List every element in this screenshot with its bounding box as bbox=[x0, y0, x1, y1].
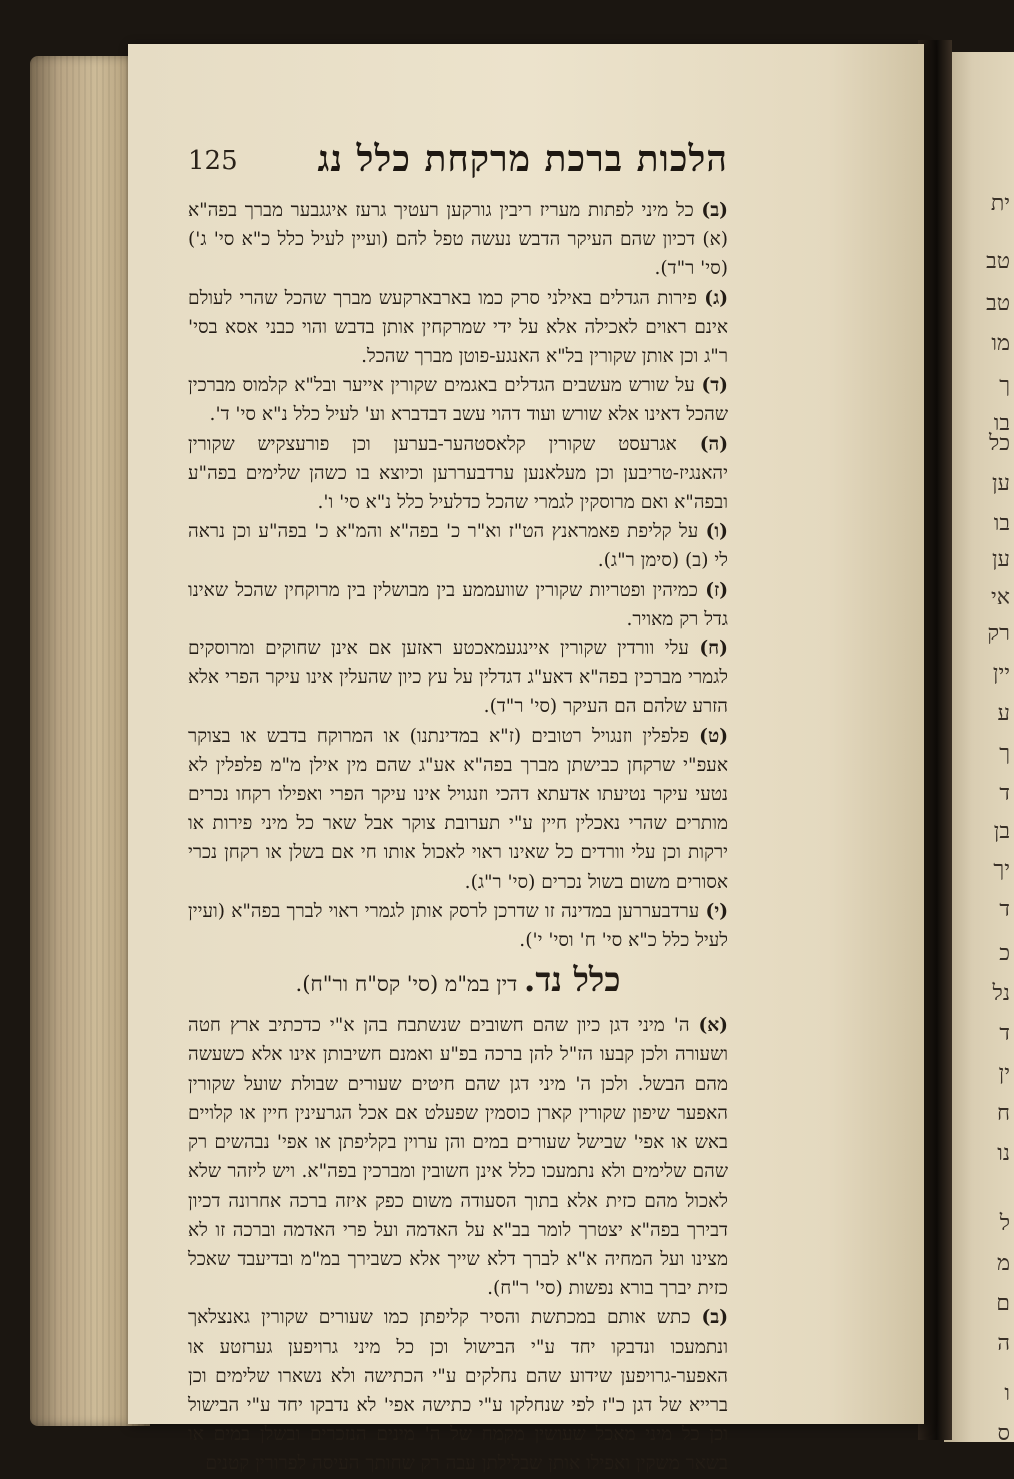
paragraph-marker: (ט) bbox=[699, 725, 728, 747]
paragraph-marker: (ד) bbox=[701, 375, 728, 397]
facing-page-fragment: טב bbox=[986, 249, 1010, 274]
paragraph bbox=[188, 517, 728, 575]
running-title: הלכות ברכת מרקחת כלל נג bbox=[317, 138, 728, 180]
facing-page-fragment: ד bbox=[999, 897, 1010, 922]
paragraph bbox=[188, 722, 728, 897]
facing-page-fragment: יך bbox=[993, 857, 1010, 882]
facing-page-fragment: מו bbox=[991, 331, 1010, 356]
facing-page-fragment: מ bbox=[996, 1251, 1010, 1276]
paragraph-marker: (ח) bbox=[699, 638, 728, 660]
paragraph-text: כל מיני לפתות מעריז ריבין גורקען רעטיך גרעז איגגבער מברך בפה"א (א) דכיון שהם העיקר הדבש נעשה טפל להם (ועיין לעיל כלל כ"א סי' ג') (סי' ר"ד). bbox=[188, 200, 728, 280]
paragraph-marker: (ו) bbox=[705, 521, 728, 543]
page-number: 125 bbox=[188, 146, 238, 176]
facing-page-fragment: ח bbox=[996, 1101, 1010, 1126]
facing-page-edge bbox=[944, 52, 1014, 1446]
facing-page-fragment: ל bbox=[999, 1211, 1010, 1236]
facing-page-fragment: ך bbox=[999, 373, 1010, 398]
paragraph-marker: (א) bbox=[698, 1015, 728, 1037]
facing-page-fragment: טב bbox=[986, 291, 1010, 316]
facing-page-fragment: ס bbox=[997, 1421, 1010, 1446]
facing-page-fragment: ם bbox=[996, 1291, 1010, 1316]
facing-page-fragment: ך bbox=[999, 741, 1010, 766]
paragraph-marker: (ב) bbox=[701, 200, 728, 221]
paragraph bbox=[188, 897, 728, 955]
paragraph bbox=[188, 1011, 728, 1303]
facing-page-fragment: ית bbox=[990, 191, 1010, 216]
paragraph-text: פלפלין וזנגויל רטובים (ז"א במדינתנו) או המרוקח בדבש או בצוקר אעפ"י שרקחן כבישתן מברך בפה"א אע"ג שהם מין אילן מ"מ פלפלין לא נטעי עיקר נטיעתו אדעתא דהכי וזנגויל אינו עיקר הפרי ואפילו רקחו נכרים מותרים שהרי נאכלין חיין ע"י תערובת צוקר אבל שאר כל מיני פירות או ירקות וכן עלי וורדים כל שאינו ראוי לאכול אותו חי אם בשלן או רקחן נכרי אסורים משום בשול נכרים (סי' ר"ג). bbox=[188, 725, 728, 893]
facing-page-fragment: ין bbox=[998, 1061, 1010, 1086]
page-header bbox=[188, 138, 728, 188]
facing-page-fragment: רק bbox=[987, 621, 1010, 646]
paragraph-marker: (ז) bbox=[705, 579, 728, 601]
paragraph-marker: (ג) bbox=[704, 287, 728, 309]
facing-page-fragment: ען bbox=[991, 471, 1010, 496]
facing-page-fragment: נו bbox=[997, 1141, 1010, 1166]
paragraphs-after bbox=[188, 1011, 728, 1478]
facing-page-fragment: אי bbox=[991, 585, 1010, 610]
section-heading-sub: דין במ"מ (סי' קס"ח ור"ח). bbox=[295, 972, 518, 997]
facing-page-fragment: יין bbox=[992, 661, 1010, 686]
facing-page-fragment: ו bbox=[1004, 1381, 1010, 1406]
facing-page-fragment: ע bbox=[997, 701, 1010, 726]
paragraph bbox=[188, 576, 728, 634]
facing-page-fragment: כ bbox=[999, 941, 1010, 966]
paragraph bbox=[188, 371, 728, 429]
paragraph-text: על שורש מעשבים הגדלים באגמים שקורין אייער ובל"א קלמוס מברכין שהכל דאינו אלא שורש ועוד דהוי עשב דבדברא וע' לעיל כלל נ"א סי' ד'. bbox=[188, 375, 728, 426]
paragraphs-before bbox=[188, 196, 728, 955]
facing-page-fragment: בן bbox=[993, 819, 1010, 844]
facing-page-fragment: ד bbox=[999, 781, 1010, 806]
paragraph-text: עלי וורדין שקורין איינגעמאכטע ראזען אם אינן שחוקים ומרוסקים לגמרי מברכין בפה"א דאע"ג דגדלין על עץ כיון שהעלין אינו עיקר הפרי אלא הזרע שלהם הם העיקר (סי' ר"ד). bbox=[188, 638, 728, 718]
facing-page-fragment: ען bbox=[991, 547, 1010, 572]
paragraph-text: כתש אותם במכתשת והסיר קליפתן כמו שעורים שקורין גאנצלאך ונתמעכו ונדבקו יחד ע"י הבישול וכן כל מיני גרויפען גערזטע או האפער-גרויפען שידוע שהם נחלקים ע"י הכתישה ולא נשארו שלימים וכן ברייא של דגן כ"ז לפי שנחלקו ע"י כתישה אפי' לא נדבקו יחד ע"י הבישול וכן כל מיני מאכל שעושין מקמח של ה' מינים הנזכרים ובשלן במים או בשאר משקין ואפילו אותן שבלילתן עבה רק שחותך העיסה לפרורין קטנים bbox=[188, 1307, 728, 1475]
facing-page-fragment: ה bbox=[997, 1331, 1010, 1356]
paragraph-marker: (ה) bbox=[699, 433, 728, 455]
facing-page-fragment: כל bbox=[988, 431, 1010, 456]
paragraph bbox=[188, 430, 728, 518]
facing-page-fragment: בו bbox=[993, 411, 1010, 436]
facing-page-fragment: בו bbox=[993, 511, 1010, 536]
paragraph-text: פירות הגדלים באילני סרק כמו בארבארקעש מברך שהכל שהרי לעולם אינם ראוים לאכילה אלא על ידי שמרקחין אותן בדבש והוי כבני אסא בסי' ר"ג וכן אותן שקורין בל"א האנגע-פוטן מברך שהכל. bbox=[188, 287, 728, 368]
section-heading-main: כלל נד. bbox=[523, 960, 621, 1000]
paragraph-text: ה' מיני דגן כיון שהם חשובים שנשתבח בהן א"י כדכתיב ארץ חטה ושעורה ולכן קבעו הז"ל להן ברכה בפ"ע ואמנם חשיבותן אינו אלא כשעשה מהם הבשל. ולכן ה' מיני דגן שהם חיטים שעורים שבולת שועל שקורין האפער שיפון שקורין קארן כוסמין שפעלט אם אכל הגרעינין חיין או קלויים באש או אפי' שבישל שעורים במים והן ערוין בקליפתן או אפי' נבהשים רק שהם שלימים ולא נתמעכו כלל אינן חשובין ומברכין בפה"א. ויש ליזהר שלא לאכול מהם כזית אלא בתוך הסעודה משום כפק איזה ברכה אחרונה דכיון דבירך בפה"א יצטרך לומר בב"א על האדמה ועל פרי האדמה וברכה זו לא מצינו ועל המחיה א"א לברך דלא שייך אלא כשבירך במ"מ ובדיעבד שאכל כזית יברך בורא נפשות (סי' ר"ח). bbox=[188, 1015, 728, 1300]
paragraph-text: אגרעסט שקורין קלאסטהער-בערען וכן פורעצקיש שקורין יהאנגיז-טריבען וכן מעלאנען ערדבעררען וכיוצא בו כשהן שלימים בפה"ע ובפה"א ואם מרוסקין לגמרי שהכל כדלעיל כלל נ"א סי' ו'. bbox=[188, 433, 728, 514]
facing-page-fragment: נל bbox=[992, 981, 1010, 1006]
paragraph bbox=[188, 1303, 728, 1478]
paragraph-text: על קליפת פאמראנץ הט"ז וא"ר כ' בפה"א והמ"א כ' בפה"ע וכן נראה לי (ב) (סימן ר"ג). bbox=[188, 521, 728, 572]
section-heading bbox=[188, 960, 728, 1001]
paragraph-marker: (י) bbox=[705, 900, 728, 922]
paragraph-marker: (ב) bbox=[701, 1307, 728, 1329]
paragraph bbox=[188, 196, 728, 284]
facing-page-fragment: ד bbox=[999, 1021, 1010, 1046]
paragraph-text: ערדבעררען במדינה זו שדרכן לרסק אותן לגמרי ראוי לברך בפה"א (ועיין לעיל כלל כ"א סי' ח' וסי' י'). bbox=[188, 900, 728, 952]
paragraph-text: כמיהין ופטריות שקורין שוועממע בין מבושלין בין מרוקחין שהכל שאינו גדל רק מאויר. bbox=[188, 579, 728, 630]
paragraph bbox=[188, 284, 728, 372]
paragraph bbox=[188, 634, 728, 722]
page-body bbox=[188, 196, 728, 1479]
